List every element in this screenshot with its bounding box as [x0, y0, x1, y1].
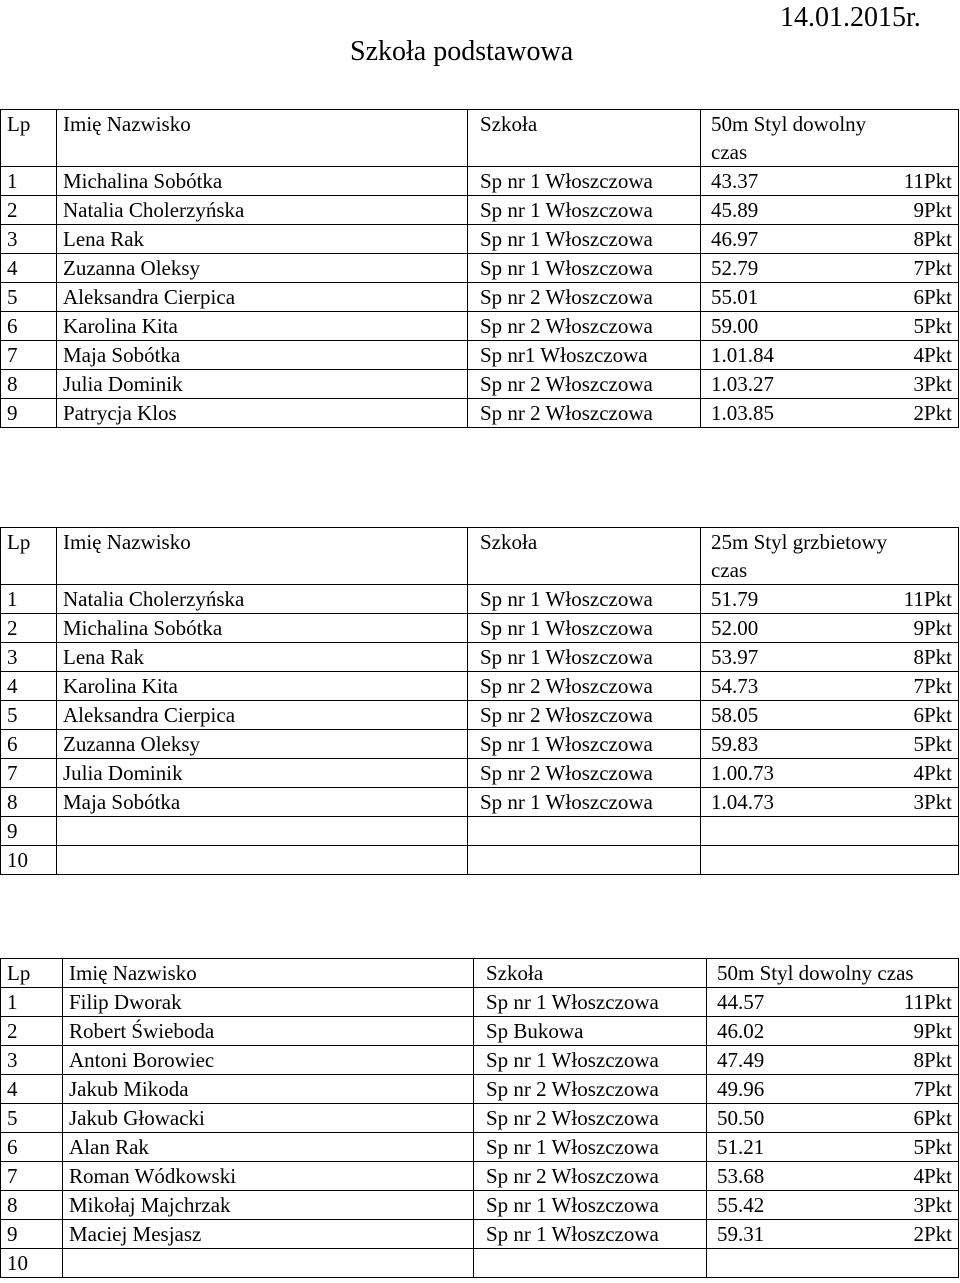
cell-school: Sp nr 1 Włoszczowa: [468, 643, 701, 672]
table-row: [1, 1162, 959, 1191]
cell-time: 45.89: [701, 196, 787, 225]
cell-points: 3Pkt: [793, 1191, 959, 1220]
cell-points: 6Pkt: [787, 283, 959, 312]
table-row: [1, 1104, 959, 1133]
cell-lp: 8: [1, 1191, 63, 1220]
cell-time: 43.37: [701, 167, 787, 196]
cell-points: 3Pkt: [787, 370, 959, 399]
table-row: [1, 283, 959, 312]
cell-school: Sp nr 1 Włoszczowa: [468, 196, 701, 225]
cell-points: 9Pkt: [793, 1017, 959, 1046]
cell-points: 11Pkt: [787, 167, 959, 196]
cell-name: [63, 1249, 474, 1278]
cell-lp: 7: [1, 759, 57, 788]
table-row: [1, 846, 959, 875]
cell-name: [57, 846, 468, 875]
table-body-3: [1, 988, 959, 1278]
table-row: [1, 1075, 959, 1104]
cell-lp: 3: [1, 643, 57, 672]
cell-points: 5Pkt: [793, 1133, 959, 1162]
col-time: czas: [701, 556, 959, 585]
cell-name: Filip Dworak: [63, 988, 474, 1017]
cell-name: Natalia Cholerzyńska: [57, 585, 468, 614]
cell-lp: 8: [1, 788, 57, 817]
table-row: [1, 730, 959, 759]
table-header: [1, 959, 959, 988]
cell-points: 5Pkt: [787, 730, 959, 759]
cell-lp: 1: [1, 585, 57, 614]
cell-school: Sp nr 1 Włoszczowa: [468, 730, 701, 759]
cell-school: Sp nr 2 Włoszczowa: [468, 312, 701, 341]
cell-lp: 3: [1, 1046, 63, 1075]
cell-name: Lena Rak: [57, 225, 468, 254]
cell-school: Sp nr 1 Włoszczowa: [474, 1133, 707, 1162]
cell-school: [468, 817, 701, 846]
table-header: [1, 528, 959, 557]
cell-time: 59.31: [707, 1220, 793, 1249]
table-row: [1, 341, 959, 370]
cell-time: [701, 817, 787, 846]
cell-points: 3Pkt: [787, 788, 959, 817]
cell-lp: 5: [1, 1104, 63, 1133]
table-row: [1, 672, 959, 701]
cell-time: 59.00: [701, 312, 787, 341]
cell-name: Alan Rak: [63, 1133, 474, 1162]
cell-points: 7Pkt: [787, 254, 959, 283]
table-row: [1, 988, 959, 1017]
cell-school: [474, 1249, 707, 1278]
cell-school: [468, 846, 701, 875]
cell-lp: 4: [1, 1075, 63, 1104]
table-row: [1, 399, 959, 428]
cell-lp: 9: [1, 1220, 63, 1249]
cell-name: Maciej Mesjasz: [63, 1220, 474, 1249]
cell-lp: 5: [1, 701, 57, 730]
cell-points: 9Pkt: [787, 196, 959, 225]
cell-lp: 4: [1, 672, 57, 701]
cell-lp: 7: [1, 341, 57, 370]
cell-time: 59.83: [701, 730, 787, 759]
cell-lp: 9: [1, 399, 57, 428]
cell-school: Sp nr 1 Włoszczowa: [468, 254, 701, 283]
cell-name: Julia Dominik: [57, 759, 468, 788]
cell-time: 46.97: [701, 225, 787, 254]
col-event: 50m Styl dowolny czas: [707, 959, 959, 988]
cell-time: 58.05: [701, 701, 787, 730]
cell-school: Sp nr 1 Włoszczowa: [468, 614, 701, 643]
col-event: 50m Styl dowolny: [701, 110, 959, 139]
cell-lp: 2: [1, 196, 57, 225]
table-row: [1, 167, 959, 196]
cell-time: 52.79: [701, 254, 787, 283]
cell-name: Antoni Borowiec: [63, 1046, 474, 1075]
cell-lp: 1: [1, 167, 57, 196]
col-time: czas: [701, 138, 959, 167]
cell-name: Maja Sobótka: [57, 341, 468, 370]
cell-lp: 5: [1, 283, 57, 312]
cell-points: 4Pkt: [787, 341, 959, 370]
col-name: Imię Nazwisko: [57, 110, 468, 167]
cell-points: 5Pkt: [787, 312, 959, 341]
cell-school: Sp nr 2 Włoszczowa: [474, 1104, 707, 1133]
cell-points: 6Pkt: [787, 701, 959, 730]
col-name: Imię Nazwisko: [63, 959, 474, 988]
cell-lp: 4: [1, 254, 57, 283]
cell-points: [787, 817, 959, 846]
table-row: [1, 196, 959, 225]
cell-school: Sp nr 1 Włoszczowa: [474, 1046, 707, 1075]
cell-points: 6Pkt: [793, 1104, 959, 1133]
table-row: [1, 614, 959, 643]
cell-lp: 2: [1, 1017, 63, 1046]
cell-school: Sp nr 2 Włoszczowa: [468, 370, 701, 399]
cell-name: Natalia Cholerzyńska: [57, 196, 468, 225]
cell-school: Sp nr 1 Włoszczowa: [468, 788, 701, 817]
cell-school: Sp nr 1 Włoszczowa: [474, 1191, 707, 1220]
col-lp: Lp: [1, 959, 63, 988]
cell-points: [793, 1249, 959, 1278]
cell-school: Sp nr 1 Włoszczowa: [468, 225, 701, 254]
cell-points: 7Pkt: [793, 1075, 959, 1104]
cell-name: Michalina Sobótka: [57, 167, 468, 196]
cell-points: 8Pkt: [787, 225, 959, 254]
cell-name: Roman Wódkowski: [63, 1162, 474, 1191]
cell-name: Karolina Kita: [57, 672, 468, 701]
table-row: [1, 1046, 959, 1075]
table-row: [1, 1249, 959, 1278]
cell-time: 1.04.73: [701, 788, 787, 817]
cell-school: Sp nr1 Włoszczowa: [468, 341, 701, 370]
cell-name: [57, 817, 468, 846]
cell-school: Sp nr 1 Włoszczowa: [474, 988, 707, 1017]
table-row: [1, 370, 959, 399]
table-row: [1, 312, 959, 341]
cell-lp: 8: [1, 370, 57, 399]
cell-points: 2Pkt: [793, 1220, 959, 1249]
cell-name: Zuzanna Oleksy: [57, 730, 468, 759]
table-body-2: [1, 585, 959, 875]
table-row: [1, 585, 959, 614]
table-body-1: [1, 167, 959, 428]
cell-time: 1.00.73: [701, 759, 787, 788]
cell-lp: 10: [1, 846, 57, 875]
page-title: Szkoła podstawowa: [350, 36, 574, 67]
cell-name: Jakub Głowacki: [63, 1104, 474, 1133]
cell-school: Sp nr 2 Włoszczowa: [468, 283, 701, 312]
table-row: [1, 1017, 959, 1046]
cell-lp: 2: [1, 614, 57, 643]
table-row: [1, 817, 959, 846]
cell-school: Sp nr 2 Włoszczowa: [468, 399, 701, 428]
cell-name: Zuzanna Oleksy: [57, 254, 468, 283]
cell-lp: 3: [1, 225, 57, 254]
cell-time: [701, 846, 787, 875]
cell-lp: 6: [1, 1133, 63, 1162]
cell-name: Mikołaj Majchrzak: [63, 1191, 474, 1220]
cell-time: 44.57: [707, 988, 793, 1017]
cell-lp: 9: [1, 817, 57, 846]
cell-school: Sp nr 2 Włoszczowa: [474, 1162, 707, 1191]
cell-time: 53.68: [707, 1162, 793, 1191]
table-row: [1, 225, 959, 254]
cell-school: Sp nr 1 Włoszczowa: [468, 167, 701, 196]
table-row: [1, 254, 959, 283]
cell-school: Sp nr 1 Włoszczowa: [474, 1220, 707, 1249]
cell-name: Jakub Mikoda: [63, 1075, 474, 1104]
col-lp: Lp: [1, 528, 57, 585]
cell-lp: 7: [1, 1162, 63, 1191]
cell-points: 7Pkt: [787, 672, 959, 701]
table-row: [1, 759, 959, 788]
cell-name: Julia Dominik: [57, 370, 468, 399]
cell-points: 2Pkt: [787, 399, 959, 428]
col-school: Szkoła: [474, 959, 707, 988]
col-school: Szkoła: [468, 110, 701, 167]
cell-points: 4Pkt: [793, 1162, 959, 1191]
cell-time: 47.49: [707, 1046, 793, 1075]
cell-time: 49.96: [707, 1075, 793, 1104]
cell-time: 46.02: [707, 1017, 793, 1046]
cell-time: 1.03.85: [701, 399, 787, 428]
cell-points: 11Pkt: [793, 988, 959, 1017]
cell-time: 1.03.27: [701, 370, 787, 399]
cell-time: 55.42: [707, 1191, 793, 1220]
cell-points: 9Pkt: [787, 614, 959, 643]
cell-name: Aleksandra Cierpica: [57, 283, 468, 312]
cell-points: 4Pkt: [787, 759, 959, 788]
cell-time: [707, 1249, 793, 1278]
date: 14.01.2015r.: [780, 2, 921, 33]
cell-lp: 6: [1, 312, 57, 341]
cell-name: Robert Świeboda: [63, 1017, 474, 1046]
table-header: [1, 110, 959, 139]
cell-time: 1.01.84: [701, 341, 787, 370]
table-row: [1, 643, 959, 672]
cell-points: 8Pkt: [793, 1046, 959, 1075]
cell-time: 50.50: [707, 1104, 793, 1133]
cell-points: 11Pkt: [787, 585, 959, 614]
cell-school: Sp nr 2 Włoszczowa: [468, 759, 701, 788]
cell-name: Patrycja Klos: [57, 399, 468, 428]
cell-name: Karolina Kita: [57, 312, 468, 341]
cell-time: 52.00: [701, 614, 787, 643]
table-row: [1, 788, 959, 817]
cell-school: Sp nr 2 Włoszczowa: [474, 1075, 707, 1104]
cell-time: 51.21: [707, 1133, 793, 1162]
col-name: Imię Nazwisko: [57, 528, 468, 585]
table-row: [1, 1220, 959, 1249]
cell-points: 8Pkt: [787, 643, 959, 672]
cell-school: Sp nr 1 Włoszczowa: [468, 585, 701, 614]
cell-lp: 1: [1, 988, 63, 1017]
cell-time: 51.79: [701, 585, 787, 614]
table-row: [1, 1133, 959, 1162]
cell-time: 54.73: [701, 672, 787, 701]
table-row: [1, 1191, 959, 1220]
cell-time: 55.01: [701, 283, 787, 312]
cell-school: Sp Bukowa: [474, 1017, 707, 1046]
col-event: 25m Styl grzbietowy: [701, 528, 959, 557]
col-school: Szkoła: [468, 528, 701, 585]
cell-points: [787, 846, 959, 875]
cell-name: Lena Rak: [57, 643, 468, 672]
cell-school: Sp nr 2 Włoszczowa: [468, 701, 701, 730]
col-lp: Lp: [1, 110, 57, 167]
cell-name: Aleksandra Cierpica: [57, 701, 468, 730]
cell-school: Sp nr 2 Włoszczowa: [468, 672, 701, 701]
results-table-2: [0, 527, 959, 875]
cell-name: Maja Sobótka: [57, 788, 468, 817]
results-table-3: [0, 958, 959, 1278]
table-row: [1, 701, 959, 730]
results-table-1: [0, 109, 959, 428]
cell-name: Michalina Sobótka: [57, 614, 468, 643]
cell-time: 53.97: [701, 643, 787, 672]
cell-lp: 6: [1, 730, 57, 759]
cell-lp: 10: [1, 1249, 63, 1278]
